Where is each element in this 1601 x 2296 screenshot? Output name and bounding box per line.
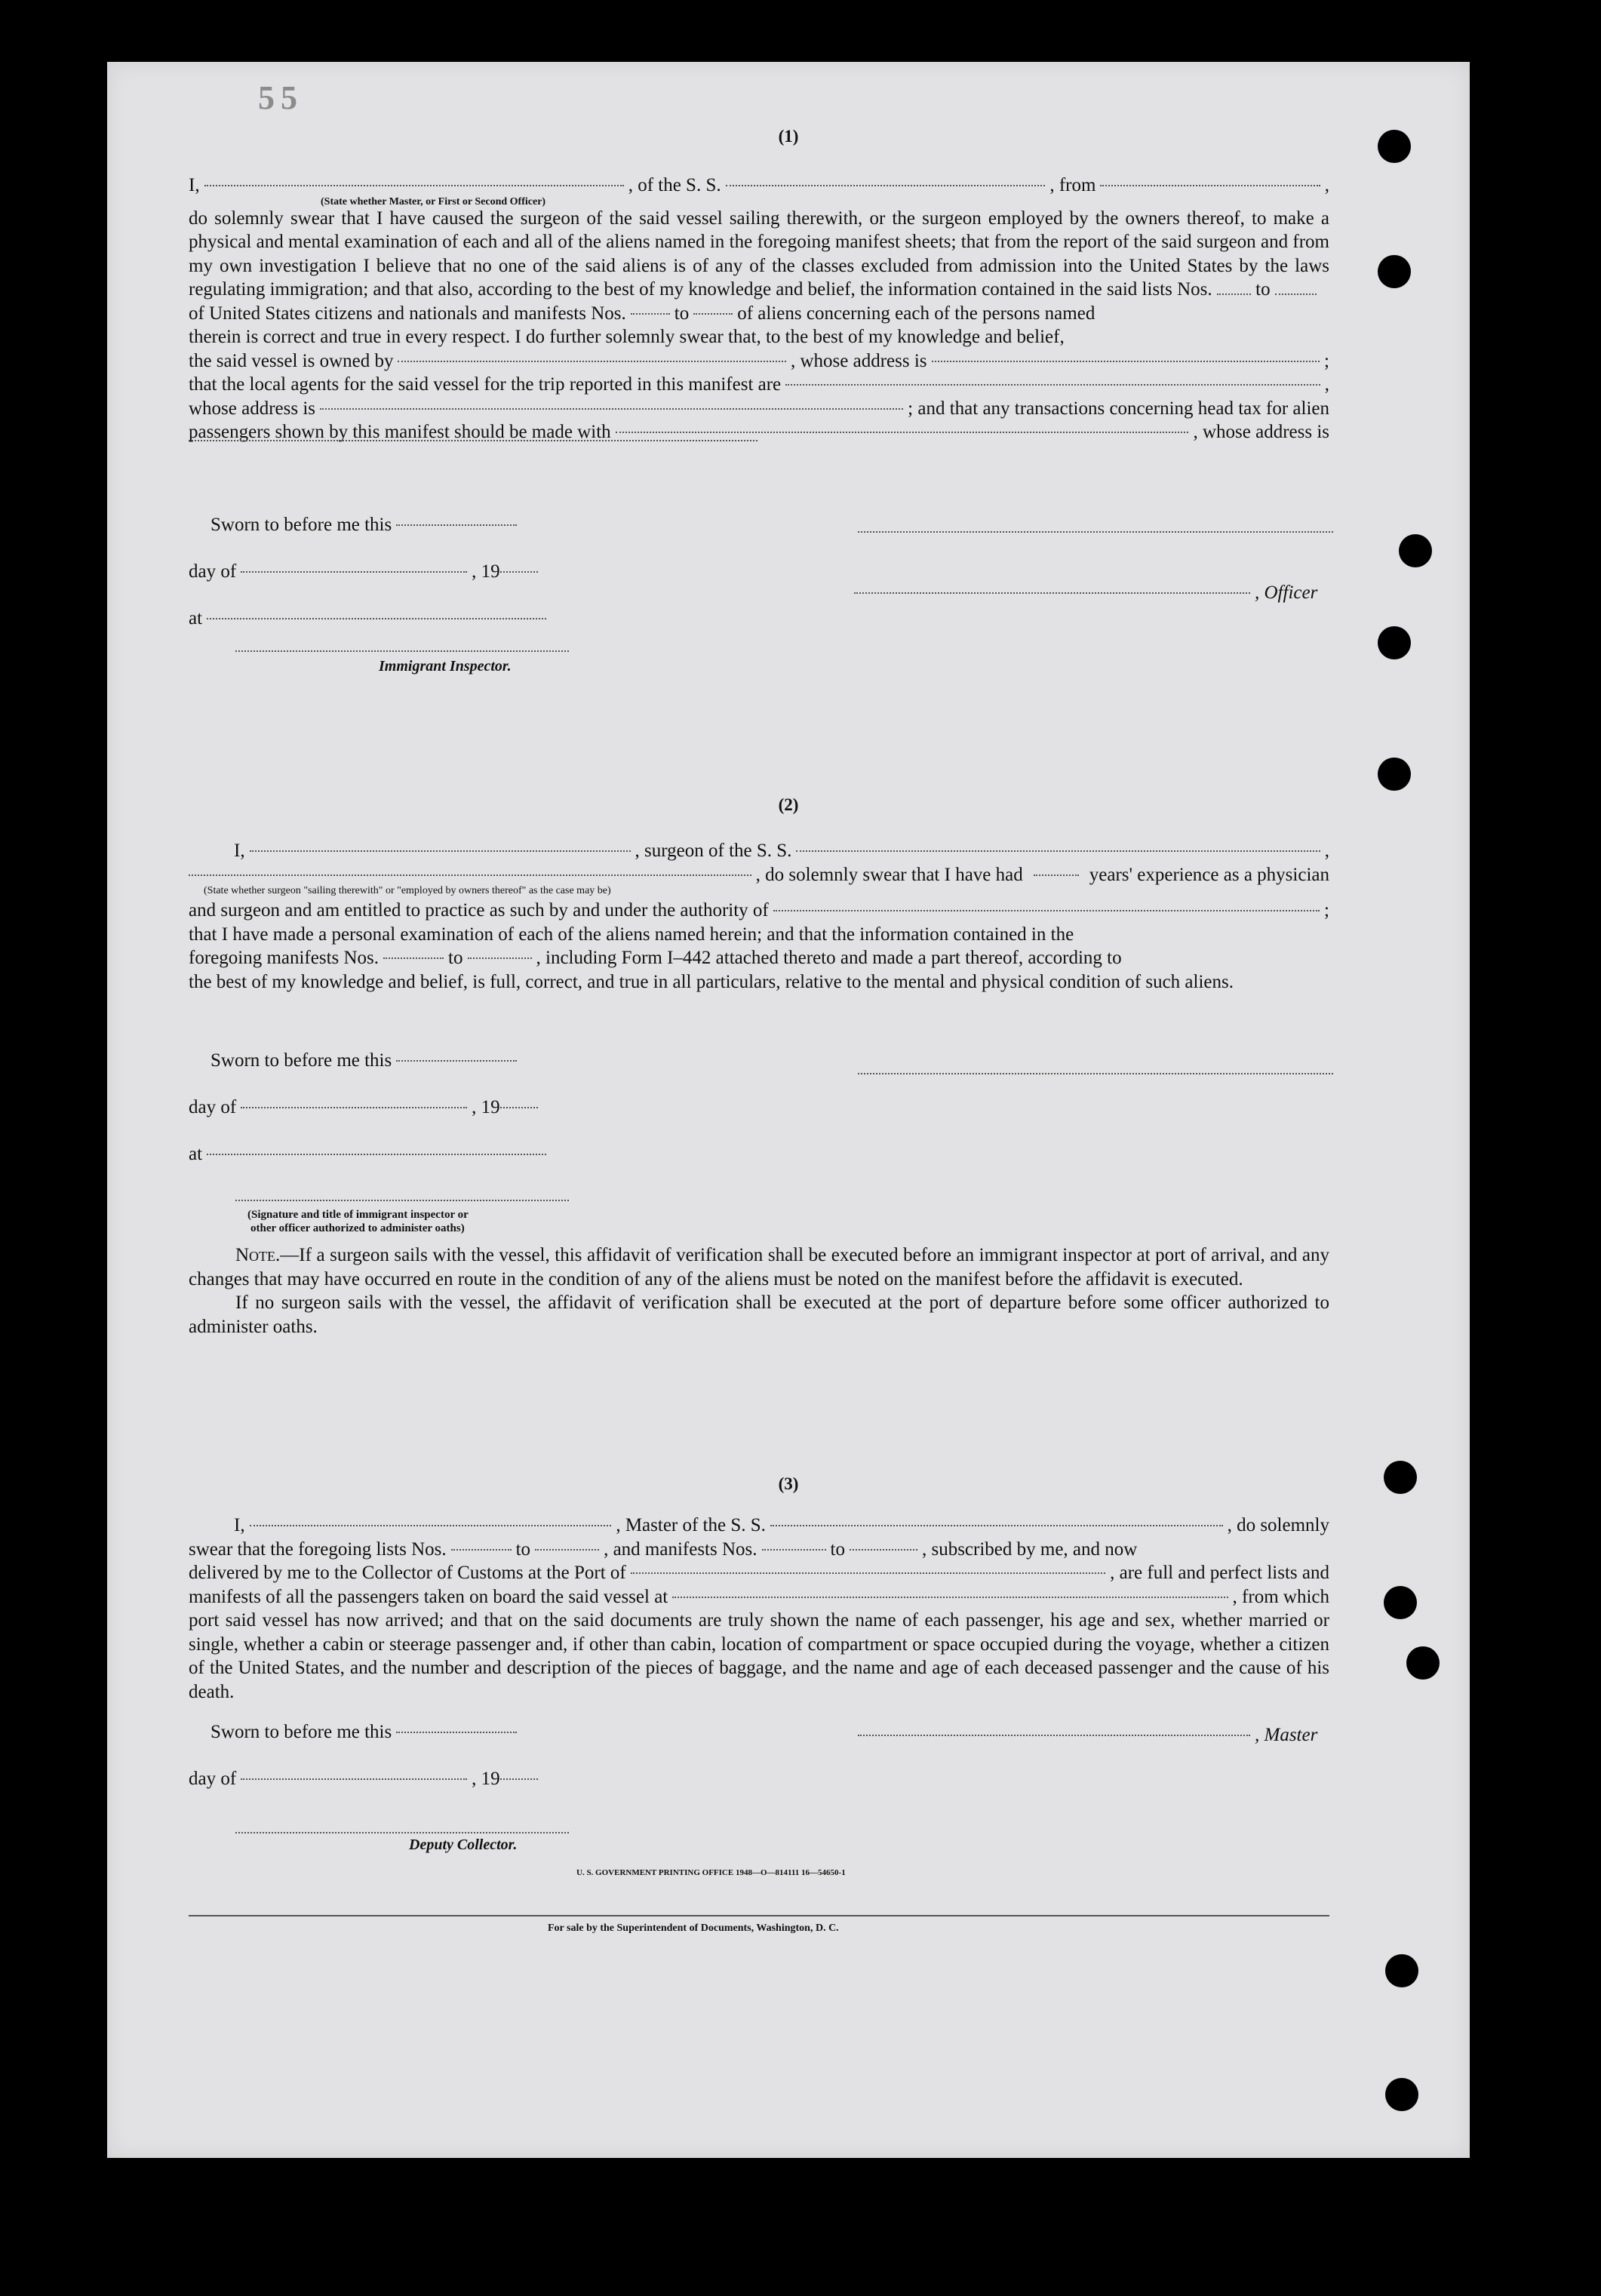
manifests-to-field[interactable] [693, 313, 733, 315]
line-manifests: of United States citizens and nationals and manifests Nos. to of aliens concerning each of the persons named [189, 303, 1096, 324]
s1-officer-signature-line[interactable] [858, 531, 1333, 533]
form-page [107, 62, 1470, 2158]
footer-rule [189, 1915, 1329, 1916]
manifests-from-field[interactable] [631, 313, 670, 315]
lists-from-field[interactable] [1217, 294, 1251, 295]
s1-inspector-label: Immigrant Inspector. [379, 658, 512, 675]
from-port-field[interactable] [1100, 185, 1320, 186]
section-3-body [189, 1514, 1329, 1704]
s3-vessel-field[interactable] [770, 1525, 1223, 1526]
s1-officer: , Officer [854, 582, 1317, 604]
punch-hole [1406, 1646, 1440, 1680]
officer-name-field[interactable] [204, 185, 624, 186]
for-sale-note: For sale by the Superintendent of Documents, Washington, D. C. [548, 1923, 839, 1934]
s2-note-paragraph-2: If no surgeon sails with the vessel, the affidavit of verification shall be executed at the port of departure before some officer authorized to administer oaths. [189, 1292, 1329, 1337]
s3-line-delivered: delivered by me to the Collector of Customs at the Port of , are full and perfect lists and [189, 1563, 1329, 1583]
s3-line-manifests-all: manifests of all the passengers taken on board the said vessel at , from which [189, 1586, 1329, 1607]
s3-deputy-line[interactable] [235, 1832, 569, 1833]
section-1-paragraph-c: therein is correct and true in every respect. I do further solemnly swear that, to the best of my knowledge and belief, [189, 327, 1065, 347]
section-1-paragraph-a: do solemnly swear that I have caused the surgeon of the said vessel sailing therewith, or the surgeon employed by the owners thereof, to make a physical and mental examination of each and all of the aliens named in the foregoing manifest sheets; that from the report of the said surgeon and from my own investigation I believe that no one of the said aliens is of any of the classes excluded from admission into the United States by the laws regulating immigration; and that also, according to the best of my knowledge and belief, the information contained in the said lists Nos. [189, 207, 1329, 300]
local-agents-field[interactable] [785, 384, 1320, 386]
section-2-heading: (2) [778, 795, 799, 814]
head-tax-address-field[interactable] [189, 440, 757, 441]
officer-rank-note: (State whether Master, or First or Second Officer) [321, 195, 546, 207]
s3-sworn-field[interactable] [396, 1732, 517, 1733]
s2-year-field[interactable] [500, 1107, 538, 1108]
section-1-body: I, , of the S. S. , from , (State whether Master, or First or Second Officer) do solemnly swear that I have caused the surgeon of the said vessel sailing therewith, or the surgeon employed by the owners thereof, to make a physical and mental examination of each and all of the aliens named in the foregoing manifest sheets; that from the report of the said surgeon and from my own investigation I believe that no one of the said aliens is of any of the classes excluded from admission into the United States by the laws regulating immigration; and that also, according to the best of my knowledge and belief, the information contained in the said lists Nos. to of United States citizens and nationals and manifests Nos. to of aliens concerning each of the persons named therein is correct and true in every respect. I do further solemnly swear that, to the best of my knowledge and belief, the said vessel is owned by , whose address is ; that the local agents for the said vessel for the trip reported in this manifest are , whose address is ; and that any transactions concerning head tax for alien passengers shown by this manifest should be made with , whose address is [189, 174, 1329, 446]
s2-sig-note-2: other officer authorized to administer oaths) [250, 1222, 465, 1234]
punch-hole [1384, 1461, 1417, 1494]
vessel-name-field[interactable] [726, 185, 1046, 186]
s2-note [189, 1243, 1329, 1339]
owner-field[interactable] [398, 361, 786, 362]
page-stamp-number: 55 [258, 79, 303, 116]
s3-day: day of , 19 [189, 1769, 542, 1790]
section-1-heading: (1) [778, 127, 799, 146]
s3-sworn: Sworn to before me this [210, 1722, 521, 1743]
s3-paragraph-rest: port said vessel has now arrived; and that on the said documents are truly shown the name of each passenger, his age and sex, whether married or single, whether a cabin or steerage passenger and, if other than cabin, location of compartment or space occupied during the voyage, whether a citizen of the United States, and the number and description of the pieces of baggage, and the name and age of each deceased passenger and the cause of his death. [189, 1610, 1329, 1702]
s2-vessel-field[interactable] [796, 850, 1320, 852]
s2-years-field[interactable] [1034, 874, 1079, 876]
note-label: Note. [235, 1245, 281, 1265]
section-2-body [189, 839, 1329, 994]
s2-surgeon-signature-line[interactable] [858, 1073, 1333, 1074]
s3-lists-from-field[interactable] [451, 1549, 512, 1551]
s3-line-master: I, , Master of the S. S. , do solemnly [234, 1515, 1329, 1535]
s2-note-paragraph-1: Note.—If a surgeon sails with the vessel, this affidavit of verification shall be executed before an immigrant inspector at port of arrival, and any changes that may have occurred en route in the condition of any of the aliens must be noted on the manifest before the affidavit is executed. [189, 1245, 1329, 1289]
s3-port-field[interactable] [631, 1572, 1105, 1574]
owner-address-field[interactable] [932, 361, 1320, 362]
punch-hole [1378, 130, 1411, 163]
s1-day-field[interactable] [241, 571, 467, 573]
s2-manifests-to-field[interactable] [468, 957, 532, 959]
s3-day-field[interactable] [241, 1778, 467, 1780]
s2-personal-exam: that I have made a personal examination of each of the aliens named herein; and that the information contained in the [189, 924, 1074, 945]
s2-line-experience: , do solemnly swear that I have had years' experience as a physician [189, 863, 1329, 887]
s3-deputy-label: Deputy Collector. [409, 1836, 518, 1853]
s1-inspector-line[interactable] [235, 650, 569, 652]
punch-hole [1378, 758, 1411, 791]
s2-manifests-from-field[interactable] [383, 957, 444, 959]
s2-line-surgeon: I, , surgeon of the S. S. , [234, 841, 1329, 861]
s2-line-authority: and surgeon and am entitled to practice as such by and under the authority of ; [189, 900, 1329, 921]
punch-hole [1378, 626, 1411, 659]
s2-sworn-field[interactable] [396, 1060, 517, 1062]
s1-sworn: Sworn to before me this [210, 515, 521, 536]
s3-master-name-field[interactable] [250, 1525, 612, 1526]
s3-manifests-to-field[interactable] [850, 1549, 917, 1551]
line-head-tax-address [189, 444, 762, 446]
s1-day: day of , 19 [189, 561, 542, 582]
s3-line-lists: swear that the foregoing lists Nos. to , and manifests Nos. to , subscribed by me, and now [189, 1538, 1138, 1560]
punch-hole [1378, 255, 1411, 288]
s2-authority-field[interactable] [773, 910, 1320, 911]
agent-address-field[interactable] [320, 408, 903, 410]
s2-sig-note-1: (Signature and title of immigrant inspector or [247, 1209, 469, 1221]
s2-inspector-line[interactable] [235, 1200, 569, 1201]
s3-manifests-from-field[interactable] [762, 1549, 826, 1551]
line-officer: I, , of the S. S. , from , [189, 175, 1329, 195]
s1-year-field[interactable] [500, 571, 538, 573]
s2-line-manifests: foregoing manifests Nos. to , including Form I–442 attached thereto and made a part thereof, according to [189, 948, 1122, 968]
line-agent-address: whose address is ; and that any transactions concerning head tax for alien [189, 398, 1329, 419]
punch-hole [1385, 2078, 1418, 2111]
s3-year-field[interactable] [500, 1778, 538, 1780]
s1-sworn-field[interactable] [396, 524, 517, 526]
s3-port-of-embarkation-field[interactable] [672, 1597, 1228, 1598]
s2-at: at [189, 1144, 551, 1165]
s2-day-field[interactable] [241, 1107, 467, 1108]
head-tax-party-field[interactable] [616, 432, 1189, 433]
s3-lists-to-field[interactable] [535, 1549, 599, 1551]
punch-hole [1399, 534, 1432, 567]
s2-surgeon-type-field[interactable] [189, 874, 751, 876]
section-3-heading: (3) [778, 1474, 799, 1493]
line-owned-by: the said vessel is owned by , whose address is ; [189, 350, 1329, 371]
s2-surgeon-note: (State whether surgeon "sailing therewith" or "employed by owners thereof" as the case may be) [204, 885, 611, 896]
punch-hole [1385, 1954, 1418, 1987]
punch-hole [1384, 1586, 1417, 1619]
s2-surgeon-name-field[interactable] [250, 850, 631, 852]
lists-to-field[interactable] [1275, 294, 1317, 295]
s1-at-field[interactable] [207, 618, 546, 619]
s2-day: day of , 19 [189, 1097, 542, 1118]
s2-at-field[interactable] [207, 1154, 546, 1155]
s1-officer-field[interactable] [854, 592, 1250, 594]
s2-sworn: Sworn to before me this [210, 1050, 521, 1071]
s2-best-of: the best of my knowledge and belief, is full, correct, and true in all particulars, relative to the mental and physical condition of such aliens. [189, 971, 1234, 992]
gpo-imprint: U. S. GOVERNMENT PRINTING OFFICE 1948—O—814111 16—54650-1 [576, 1868, 846, 1877]
s3-master: , Master [858, 1725, 1317, 1746]
line-local-agents: that the local agents for the said vessel for the trip reported in this manifest are , [189, 374, 1329, 395]
line-head-tax: passengers shown by this manifest should be made with , whose address is [189, 422, 1329, 442]
s1-at: at [189, 608, 551, 629]
s3-master-signature-field[interactable] [858, 1735, 1250, 1736]
